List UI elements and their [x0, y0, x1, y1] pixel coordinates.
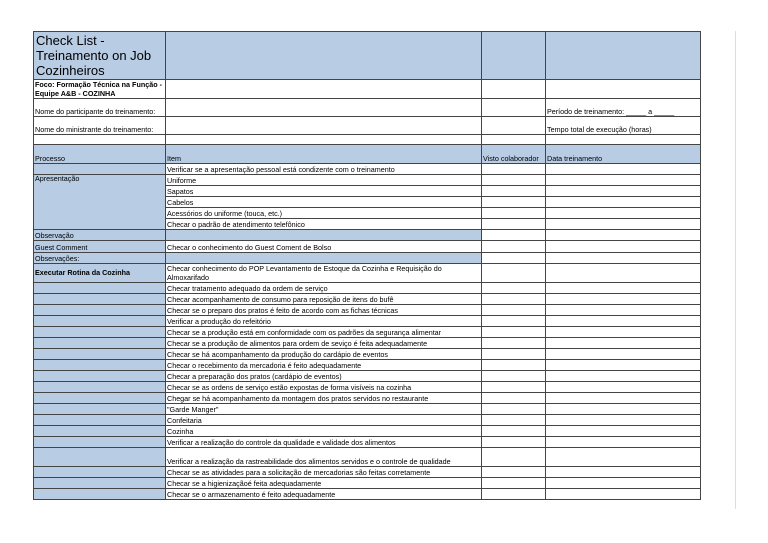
data-cell[interactable]: [546, 437, 701, 448]
data-cell[interactable]: [546, 478, 701, 489]
item-text: Checar se o preparo dos pratos é feito de acordo com as fichas técnicas: [166, 305, 482, 316]
process-cell: [34, 294, 166, 305]
data-cell[interactable]: [546, 208, 701, 219]
process-cell: [34, 338, 166, 349]
participante-field[interactable]: [166, 99, 482, 117]
item-text: Checar se a produção de alimentos para ordem de seviço é feita adequadamente: [166, 338, 482, 349]
item-text: Verificar a realização da rastreabilidade dos alimentos servidos e o controle de qualidade: [166, 448, 482, 467]
data-cell[interactable]: [546, 360, 701, 371]
header-data: Data treinamento: [546, 145, 701, 164]
process-cell: [34, 283, 166, 294]
data-cell[interactable]: [546, 316, 701, 327]
item-text: Verificar a realização do controle da qualidade e validade dos alimentos: [166, 437, 482, 448]
empty-cell: [546, 135, 701, 145]
process-cell: [34, 426, 166, 437]
table-row: [34, 164, 701, 175]
item-text: Cozinha: [166, 426, 482, 437]
header-visto: Visto colaborador: [482, 145, 546, 164]
process-cell: [34, 404, 166, 415]
visto-cell[interactable]: [482, 437, 546, 448]
item-text: Chegar se há acompanhamento da montagem dos pratos servidos no restaurante: [166, 393, 482, 404]
table-row: [34, 327, 701, 338]
empty-cell: [482, 80, 546, 99]
data-cell[interactable]: [546, 164, 701, 175]
tempo-label: Tempo total de execução (horas): [546, 117, 701, 135]
extra-grid-column: [701, 31, 736, 509]
item-text: Checar o recebimento da mercadoria é feito adequadamente: [166, 360, 482, 371]
item-text: Cabelos: [166, 197, 482, 208]
process-cell: [34, 327, 166, 338]
table-row: [34, 467, 701, 478]
table-row: [34, 426, 701, 437]
visto-cell[interactable]: [482, 253, 546, 264]
data-cell[interactable]: [546, 327, 701, 338]
table-row: [34, 489, 701, 500]
empty-cell: [482, 135, 546, 145]
observacoes-label: Observações:: [34, 253, 166, 264]
visto-cell[interactable]: [482, 426, 546, 437]
item-text: Confeitaria: [166, 415, 482, 426]
visto-cell[interactable]: [482, 186, 546, 197]
visto-cell[interactable]: [482, 208, 546, 219]
visto-cell[interactable]: [482, 371, 546, 382]
data-cell[interactable]: [546, 404, 701, 415]
data-cell[interactable]: [546, 186, 701, 197]
data-cell[interactable]: [546, 283, 701, 294]
data-cell[interactable]: [546, 382, 701, 393]
data-cell[interactable]: [546, 230, 701, 241]
item-text: "Garde Manger": [166, 404, 482, 415]
data-cell[interactable]: [546, 349, 701, 360]
data-cell[interactable]: [546, 294, 701, 305]
data-cell[interactable]: [546, 175, 701, 186]
data-cell[interactable]: [546, 393, 701, 404]
visto-cell[interactable]: [482, 338, 546, 349]
table-row: [34, 283, 701, 294]
table-row: [34, 478, 701, 489]
table-row: [34, 393, 701, 404]
header-item: Item: [166, 145, 482, 164]
checklist-sheet: [33, 31, 701, 500]
process-cell: [34, 316, 166, 327]
observacao-field[interactable]: [166, 230, 482, 241]
process-cell: [34, 371, 166, 382]
item-text: Checar conhecimento do POP Levantamento de Estoque da Cozinha e Requisição do Almoxarifado: [166, 264, 482, 283]
table-row: [34, 371, 701, 382]
title-cell-empty: [482, 32, 546, 80]
empty-cell: [482, 117, 546, 135]
item-text: Checar o conhecimento do Guest Coment de Bolso: [166, 241, 482, 253]
process-cell: [34, 305, 166, 316]
spacer-row: [34, 135, 701, 145]
item-text: Uniforme: [166, 175, 482, 186]
item-text: Checar a preparação dos pratos (cardápio de eventos): [166, 371, 482, 382]
process-cell: [34, 382, 166, 393]
item-text: Verificar se a apresentação pessoal está condizente com o treinamento: [166, 164, 482, 175]
visto-cell[interactable]: [482, 415, 546, 426]
process-cell: [34, 448, 166, 467]
visto-cell[interactable]: [482, 489, 546, 500]
observacao-label: Observação: [34, 230, 166, 241]
item-text: Sapatos: [166, 186, 482, 197]
process-cell: [34, 478, 166, 489]
data-cell[interactable]: [546, 264, 701, 283]
empty-cell: [166, 80, 482, 99]
guest-comment-row: [34, 241, 701, 253]
visto-cell[interactable]: [482, 393, 546, 404]
visto-cell[interactable]: [482, 305, 546, 316]
item-text: Checar acompanhamento de consumo para reposição de itens do bufê: [166, 294, 482, 305]
table-row: [34, 316, 701, 327]
item-text: Checar se há acompanhamento da produção do cardápio de eventos: [166, 349, 482, 360]
participante-row: [34, 99, 701, 117]
foco-label: Foco: Formação Técnica na Função - Equipe A&B - COZINHA: [34, 80, 166, 99]
visto-cell[interactable]: [482, 316, 546, 327]
table-row: [34, 448, 701, 467]
visto-cell[interactable]: [482, 175, 546, 186]
title-cell-empty: [166, 32, 482, 80]
item-text: Checar se a higienizaçãoé feita adequadamente: [166, 478, 482, 489]
process-cell: [34, 164, 166, 175]
data-cell[interactable]: [546, 197, 701, 208]
item-text: Verificar a produção do refeitório: [166, 316, 482, 327]
item-text: Checar tratamento adequado da ordem de serviço: [166, 283, 482, 294]
data-cell[interactable]: [546, 338, 701, 349]
periodo-label: Período de treinamento: _____ a _____: [546, 99, 701, 117]
table-row: [34, 349, 701, 360]
observacao-row: [34, 230, 701, 241]
visto-cell[interactable]: [482, 478, 546, 489]
table-row: [34, 338, 701, 349]
visto-cell[interactable]: [482, 467, 546, 478]
table-row: [34, 175, 701, 186]
data-cell[interactable]: [546, 467, 701, 478]
process-rotina: Executar Rotina da Cozinha: [34, 264, 166, 283]
empty-cell: [166, 135, 482, 145]
visto-cell[interactable]: [482, 197, 546, 208]
sheet-title: Check List - Treinamento on Job Cozinheiros: [34, 32, 166, 80]
visto-cell[interactable]: [482, 230, 546, 241]
process-cell: [34, 349, 166, 360]
visto-cell[interactable]: [482, 283, 546, 294]
empty-cell: [34, 135, 166, 145]
participante-label: Nome do participante do treinamento:: [34, 99, 166, 117]
visto-cell[interactable]: [482, 294, 546, 305]
item-text: Checar se a produção está em conformidade com os padrões da segurança alimentar: [166, 327, 482, 338]
table-row: [34, 264, 701, 283]
data-cell[interactable]: [546, 489, 701, 500]
data-cell[interactable]: [546, 241, 701, 253]
data-cell[interactable]: [546, 426, 701, 437]
process-cell: [34, 489, 166, 500]
item-text: Checar se as ordens de serviço estão expostas de forma visíveis na cozinha: [166, 382, 482, 393]
data-cell[interactable]: [546, 448, 701, 467]
visto-cell[interactable]: [482, 327, 546, 338]
data-cell[interactable]: [546, 253, 701, 264]
visto-cell[interactable]: [482, 404, 546, 415]
visto-cell[interactable]: [482, 264, 546, 283]
process-cell: [34, 415, 166, 426]
header-processo: Processo: [34, 145, 166, 164]
process-cell: [34, 437, 166, 448]
item-text: Acessórios do uniforme (touca, etc.): [166, 208, 482, 219]
visto-cell[interactable]: [482, 241, 546, 253]
data-cell[interactable]: [546, 219, 701, 230]
visto-cell[interactable]: [482, 349, 546, 360]
visto-cell[interactable]: [482, 164, 546, 175]
item-text: Checar o padrão de atendimento telefônico: [166, 219, 482, 230]
empty-cell: [546, 80, 701, 99]
visto-cell[interactable]: [482, 382, 546, 393]
header-row: [34, 145, 701, 164]
process-cell: [34, 360, 166, 371]
ministrante-row: [34, 117, 701, 135]
table-row: [34, 382, 701, 393]
item-text: Checar se as atividades para a solicitação de mercadorias são feitas corretamente: [166, 467, 482, 478]
table-row: [34, 404, 701, 415]
process-apresentacao: Apresentação: [34, 175, 166, 230]
data-cell[interactable]: [546, 305, 701, 316]
process-cell: [34, 393, 166, 404]
title-cell-empty: [546, 32, 701, 80]
process-guest-comment: Guest Comment: [34, 241, 166, 253]
table-row: [34, 360, 701, 371]
empty-cell: [482, 99, 546, 117]
ministrante-label: Nome do ministrante do treinamento:: [34, 117, 166, 135]
visto-cell[interactable]: [482, 448, 546, 467]
process-cell: [34, 467, 166, 478]
item-text: Checar se o armazenamento é feito adequadamente: [166, 489, 482, 500]
visto-cell[interactable]: [482, 360, 546, 371]
foco-row: [34, 80, 701, 99]
visto-cell[interactable]: [482, 219, 546, 230]
title-row: [34, 32, 701, 80]
table-row: [34, 294, 701, 305]
table-row: [34, 305, 701, 316]
table-row: [34, 415, 701, 426]
ministrante-field[interactable]: [166, 117, 482, 135]
table-row: [34, 437, 701, 448]
data-cell[interactable]: [546, 415, 701, 426]
data-cell[interactable]: [546, 371, 701, 382]
observacoes-row: [34, 253, 701, 264]
observacoes-field[interactable]: [166, 253, 482, 264]
